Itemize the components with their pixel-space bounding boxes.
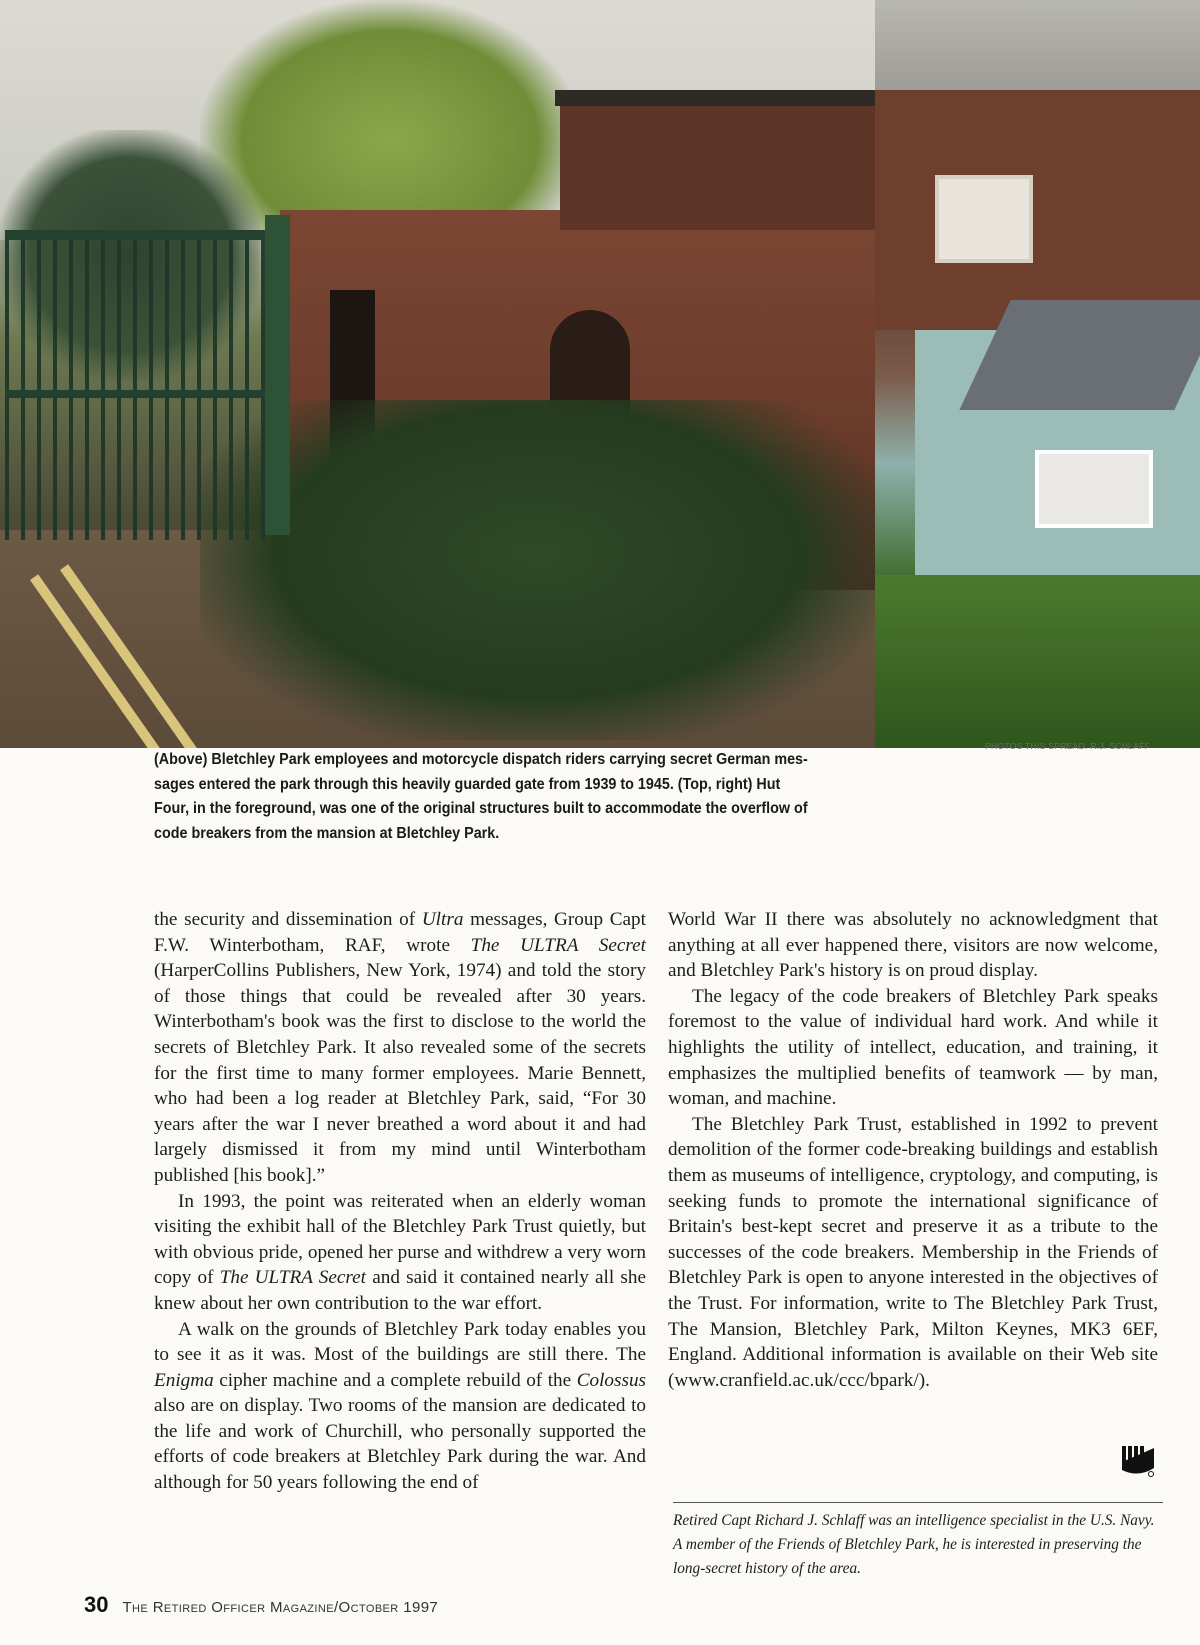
brick-building-upper [560, 100, 875, 230]
paragraph: In 1993, the point was reiterated when an elderly woman visiting the exhibit hall of the Bletchley Park Trust quietly, but with obvious pride, opened her purse and withdrew a very worn copy of The ULTRA Secret and said it contained nearly all she knew about her own contribution to the war effort. [154, 1190, 646, 1314]
gate-photo [0, 0, 875, 748]
ivy [200, 400, 875, 740]
article-column-right [668, 907, 1158, 1393]
photo-caption [154, 748, 809, 846]
paragraph: A walk on the grounds of Bletchley Park today enables you to see it as it was. Most of the buildings are still there. The Enigma cipher machine and a complete rebuild of the Colossus also are on display. Two rooms of the mansion are dedicated to the life and work of Churchill, who personally supported the efforts of code breakers at Bletchley Park during the war. And although for 50 years following the end of [154, 1318, 646, 1494]
mansion-window [935, 175, 1033, 263]
caption-line: sages entered the park through this heavily guarded gate from 1939 to 1945. (Top, right) Hut [154, 775, 781, 793]
gatepost [265, 215, 290, 535]
paragraph: World War II there was absolutely no acknowledgment that anything at all ever happened there, visitors are now welcome, and Bletchley Park's history is on proud display. [668, 909, 1158, 982]
caption-line: (Above) Bletchley Park employees and motorcycle dispatch riders carrying secret German mes- [154, 751, 808, 768]
paragraph: The Bletchley Park Trust, established in 1992 to prevent demolition of the former code-breaking buildings and establish them as museums of intelligence, cryptology, and computing, is seeking funds to promote the international significance of Britain's best-kept secret and preserve it as a tribute to the successes of the code breakers. Membership in the Friends of Bletchley Park is open to anyone interested in the objectives of the Trust. For information, write to The Bletchley Park Trust, The Mansion, Bletchley Park, Milton Keynes, MK3 6EF, England. Additional information is available on their Web site (www.cranfield.ac.uk/ccc/bpark/). [668, 1113, 1158, 1391]
caption-line: code breakers from the mansion at Bletchley Park. [154, 824, 500, 842]
roofline [555, 90, 875, 106]
caption-line: Four, in the foreground, was one of the original structures built to accommodate the overflow of [154, 800, 808, 817]
page-footer [84, 1592, 438, 1618]
article-column-left [154, 907, 646, 1496]
mansion [875, 90, 1200, 330]
lawn [875, 575, 1200, 748]
page-number: 30 [84, 1592, 109, 1617]
end-mark-icon [1120, 1444, 1156, 1478]
author-bio: Retired Capt Richard J. Schlaff was an intelligence specialist in the U.S. Navy. A member of the Friends of Bletchley Park, he is interested in preserving the long-secret history of the area. [673, 1502, 1163, 1581]
gate-crossbar [5, 390, 270, 398]
hut-window [1035, 450, 1153, 528]
hut-four-photo [875, 0, 1200, 748]
iron-gate [5, 230, 270, 540]
publication-name: The Retired Officer Magazine/October 1997 [122, 1599, 439, 1616]
paragraph: the security and dissemination of Ultra messages, Group Capt F.W. Winterbotham, RAF, wrote The ULTRA Secret (HarperCollins Publishers, New York, 1974) and told the story of those things that could be revealed after 30 years. Winterbotham's book was the first to disclose to the world the secrets of Bletchley Park. It also revealed some of the secrets for the first time to many former employees. Marie Bennett, who had been a log reader at Bletchley Park, said, “For 30 years after the war I never breathed a word about it and had largely dismissed it from my mind until Winterbotham published [his book].” [154, 909, 646, 1186]
paragraph: The legacy of the code breakers of Bletchley Park speaks foremost to the value of individual hard work. And while it highlights the utility of intellect, education, and training, it emphasizes the multiplied benefits of teamwork — by man, woman, and machine. [668, 985, 1158, 1110]
photo-credit: PHOTOS THIS SPREAD: R.J. SCHLAFF [985, 741, 1151, 751]
